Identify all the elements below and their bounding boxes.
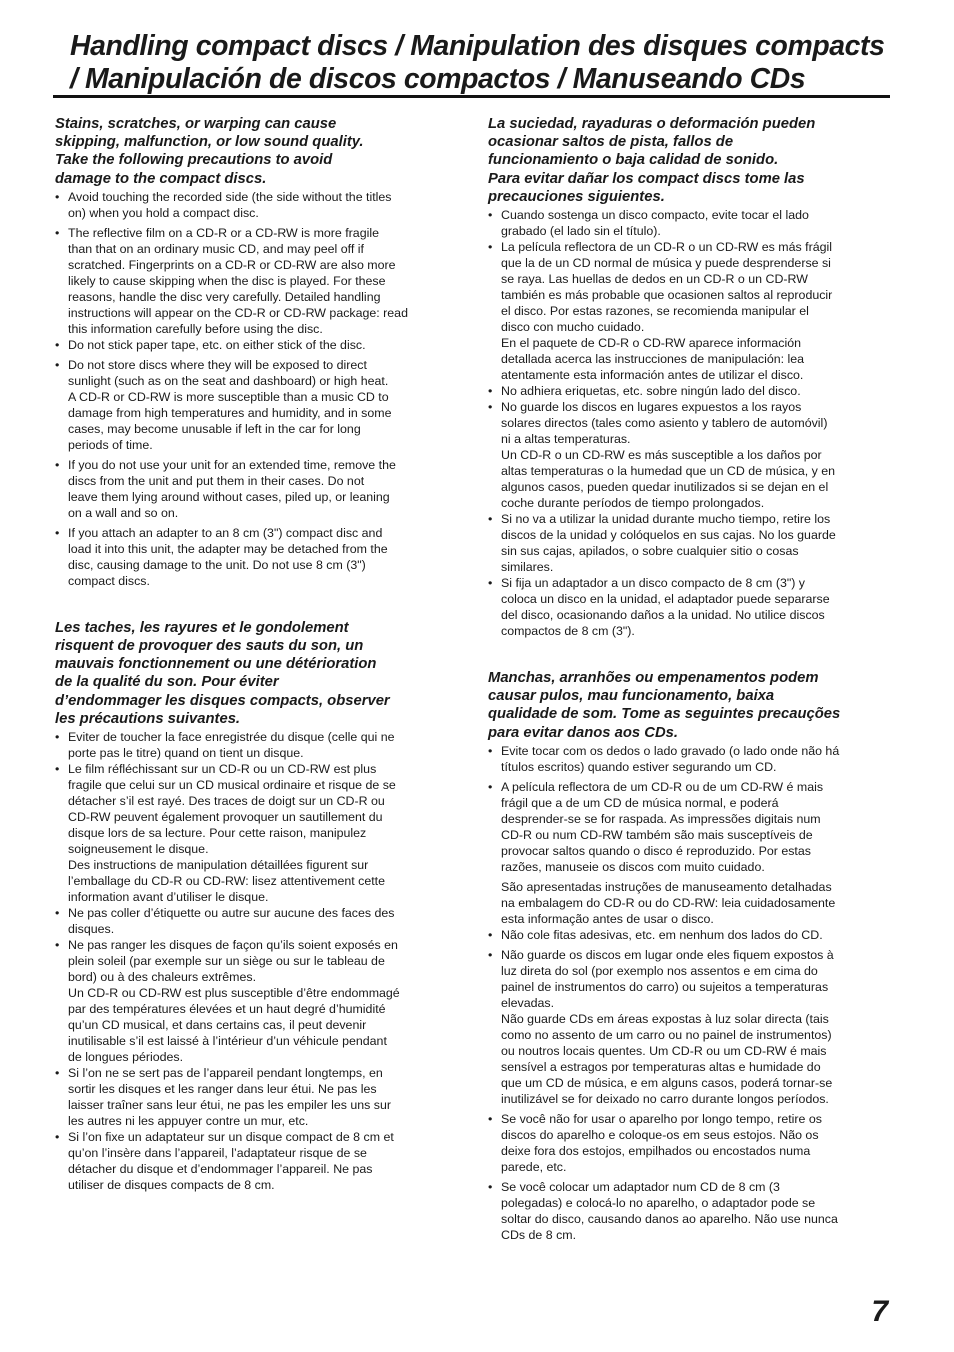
list-item-line: luz direta do sol (por exemplo nos assentos e em cima do xyxy=(501,963,818,978)
section-heading-line: qualidade de som. Tome as seguintes precauções xyxy=(488,706,841,723)
list-item-line: frágil que a de um CD de música normal, e poderá xyxy=(501,795,779,810)
list-item-line: likely to cause skipping when the disc is played. For these xyxy=(68,273,386,288)
section-heading-line: skipping, malfunction, or low sound quality. xyxy=(55,134,364,151)
list-item-line: this information carefully before using the disc. xyxy=(68,321,323,336)
list-item-line: • Si l’on fixe un adaptateur sur un disque compact de 8 cm et xyxy=(68,1130,394,1145)
section-heading-line: d’endommager les disques compacts, observer xyxy=(55,692,390,709)
list-item-line: • Do not store discs where they will be exposed to direct xyxy=(68,357,367,372)
list-item-line: São apresentadas instruções de manuseamento detalhadas xyxy=(501,879,832,894)
list-item-line: CD-R ou num CD-RW também são mais susceptíveis de xyxy=(501,827,813,842)
list-item-line: solares directos (tales como asiento y tablero de automóvil) xyxy=(501,416,828,431)
list-item xyxy=(488,779,888,927)
list-item-line: painel de instrumentos do carro) ou sujeitos a temperaturas xyxy=(501,979,829,994)
list-item-line: • No adhiera eriquetas, etc. sobre ningún lado del disco. xyxy=(501,384,801,399)
list-item-line: que um CD de música, e em alguns casos, poderá tornar-se xyxy=(501,1075,833,1090)
list-item xyxy=(488,1179,888,1243)
list-item-line: • Si fija un adaptador a un disco compacto de 8 cm (3") y xyxy=(501,576,806,591)
list-item-line: disco con mucho cuidado. xyxy=(501,320,645,335)
list-item-line: • Ne pas ranger les disques de façon qu’ils soient exposés en xyxy=(68,938,398,953)
list-item-line: reasons, handle the disc very carefully. Detailed handling xyxy=(68,289,381,304)
section-heading-line: para evitar danos aos CDs. xyxy=(488,724,678,741)
list-item-line: discos de la unidad y colóquelos en sus cajas. No los guarde xyxy=(501,528,836,543)
list-item-line: leave them lying around without cases, piled up, or leaning xyxy=(68,489,390,504)
list-item-line: • Avoid touching the recorded side (the side without the titles xyxy=(68,189,392,204)
list-item-line: similares. xyxy=(501,560,554,575)
list-item-line: porte pas le titre) quand on tient un disque. xyxy=(68,746,304,761)
left-column xyxy=(55,115,455,1223)
list-item-line: • Do not stick paper tape, etc. on either stick of the disc. xyxy=(68,337,366,352)
list-item-line: polegadas) e colocá-lo no aparelho, o adaptador pode se xyxy=(501,1195,816,1210)
list-item-line: CDs de 8 cm. xyxy=(501,1227,577,1242)
list-item-line: grabado (el lado sin el título). xyxy=(501,224,661,239)
section-heading-line: La suciedad, rayaduras o deformación pueden xyxy=(488,116,816,132)
list-item-line: que la de un CD normal de música y puede desprenderse si xyxy=(501,256,831,271)
list-item-line: se raya. Las huellas de dedos en un CD-R o un CD-RW xyxy=(501,272,808,287)
section-spanish xyxy=(488,115,888,639)
list-item-line: bord) ou à des chaleurs extrêmes. xyxy=(68,970,257,985)
list-item xyxy=(55,525,455,589)
list-item-line: periods of time. xyxy=(68,437,153,452)
list-item xyxy=(488,511,888,575)
list-item-line: • Não cole fitas adesivas, etc. em nenhum dos lados do CD. xyxy=(501,927,823,942)
list-item-line: disque lors de sa lecture. Pour cette raison, manipulez xyxy=(68,826,367,841)
list-item-line: esta informação antes de usar o disco. xyxy=(501,911,714,926)
list-item-line: information avant d’utiliser le disque. xyxy=(68,890,269,905)
list-item-line: deixe fora dos estojos, empilhados ou encostados numa xyxy=(501,1143,811,1158)
list-item xyxy=(55,225,455,337)
right-column xyxy=(488,115,888,1273)
section-heading-line: mauvais fonctionnement ou une détérioration xyxy=(55,656,377,673)
list-item xyxy=(488,947,888,1107)
list-item xyxy=(488,743,888,775)
list-item-line: détacher du disque et d’endommager l’appareil. Ne pas xyxy=(68,1162,373,1177)
list-item xyxy=(488,575,888,639)
list-item-line: • Evite tocar com os dedos o lado gravado (o lado onde não há xyxy=(501,743,840,758)
list-item xyxy=(55,1065,455,1129)
list-item-line: ni a altas temperaturas. xyxy=(501,432,631,447)
list-item-line: como no assento de um carro ou no painel de instrumentos) xyxy=(501,1027,832,1042)
list-item xyxy=(55,1129,455,1193)
list-item-line: on a wall and so on. xyxy=(68,505,179,520)
list-item xyxy=(488,399,888,511)
list-item-line: • Se você colocar um adaptador num CD de 8 cm (3 xyxy=(501,1179,780,1194)
section-heading xyxy=(55,115,455,188)
list-item-line: • Si l’on ne se sert pas de l’appareil pendant longtemps, en xyxy=(68,1066,383,1081)
list-item-line: utiliser de disques compacts de 8 cm. xyxy=(68,1178,275,1193)
list-item xyxy=(55,729,455,761)
list-item xyxy=(488,207,888,239)
page-title xyxy=(70,30,910,96)
list-item-line: • Cuando sostenga un disco compacto, evite tocar el lado xyxy=(501,208,809,223)
list-item-line: CD-RW peuvent également provoquer un sautillement du xyxy=(68,810,383,825)
section-heading xyxy=(55,619,455,728)
section-heading-line: funcionamiento o baja calidad de sonido. xyxy=(488,152,779,169)
list-item xyxy=(488,1111,888,1175)
list-item-line: • La película reflectora de un CD-R o un CD-RW es más frágil xyxy=(501,240,833,255)
list-item-line: de longues périodes. xyxy=(68,1050,184,1065)
list-item-line: laisser traîner sans leur étui, ne pas les empiler les uns sur xyxy=(68,1098,391,1113)
list-item-line: provocar saltos quando o disco é reproduzido. Por estas xyxy=(501,843,811,858)
section-heading-line: damage to the compact discs. xyxy=(55,170,267,187)
list-item-line: na embalagem do CD-R ou do CD-RW: leia cuidadosamente xyxy=(501,895,836,910)
list-item-line: • Eviter de toucher la face enregistrée du disque (celle qui ne xyxy=(68,730,395,745)
section-heading-line: causar pulos, mau funcionamento, baixa xyxy=(488,688,775,705)
list-item-line: l’emballage du CD-R ou CD-RW: lisez attentivement cette xyxy=(68,874,386,889)
list-item-line: sunlight (such as on the seat and dashboard) or high heat. xyxy=(68,373,389,388)
list-item-line: scratched. Fingerprints on a CD-R or CD-RW are also more xyxy=(68,257,396,272)
list-item xyxy=(55,337,455,353)
list-item xyxy=(488,383,888,399)
section-heading-line: les précautions suivantes. xyxy=(55,710,241,727)
list-item-line: elevadas. xyxy=(501,995,555,1010)
page-number: 7 xyxy=(871,1295,888,1328)
list-item-line: • The reflective film on a CD-R or a CD-RW is more fragile xyxy=(68,225,379,240)
list-item-line: • If you attach an adapter to an 8 cm (3") compact disc and xyxy=(68,525,383,540)
list-item-line: títulos escritos) quando estiver segurando um CD. xyxy=(501,759,777,774)
section-french xyxy=(55,619,455,1193)
list-item xyxy=(488,239,888,383)
list-item-line: • Se você não for usar o aparelho por longo tempo, retire os xyxy=(501,1111,822,1126)
list-item-line: parede, etc. xyxy=(501,1159,567,1174)
page-title-line-1: Handling compact discs / Manipulation des disques compacts xyxy=(70,30,885,62)
list-item xyxy=(55,457,455,521)
list-item-line: instructions will appear on the CD-R or CD-RW package: read xyxy=(68,305,408,320)
bullet-list xyxy=(488,207,888,639)
list-item-line: • A película reflectora de um CD-R ou de um CD-RW é mais xyxy=(501,779,824,794)
list-item-line: algunos casos, pueden quedar inutilizados si se dejan en el xyxy=(501,480,829,495)
list-item-line: Un CD-R o un CD-RW es más susceptible a los daños por xyxy=(501,448,822,463)
list-item-line: atentamente esta información antes de utilizar el disco. xyxy=(501,368,804,383)
list-item-line: detallada acerca las instrucciones de manipulación: lea xyxy=(501,352,805,367)
section-heading xyxy=(488,115,888,206)
list-item-line: razões, manuseie os discos com muito cuidado. xyxy=(501,859,765,874)
list-item-line: • Ne pas coller d’étiquette ou autre sur aucune des faces des xyxy=(68,906,395,921)
list-item-line: load it into this unit, the adapter may be detached from the xyxy=(68,541,388,556)
list-item-line: • Le film réfléchissant sur un CD-R ou un CD-RW est plus xyxy=(68,762,377,777)
list-item-line: inutilizável se for deixado no carro durante longos períodos. xyxy=(501,1091,829,1106)
bullet-list xyxy=(55,729,455,1193)
list-item-line: damage from high temperatures and humidity, and in some xyxy=(68,405,392,420)
list-item-line: plein soleil (par exemple sur un siège ou sur le tableau de xyxy=(68,954,385,969)
list-item-line: ou noutros locais quentes. Um CD-R ou um CD-RW é mais xyxy=(501,1043,827,1058)
list-item-line: discs from the unit and put them in their cases. Do not xyxy=(68,473,365,488)
list-item-line: par des températures élevées et un haut degré d’humidité xyxy=(68,1002,386,1017)
list-item-line: disc, causing damage to the unit. Do not use 8 cm (3") xyxy=(68,557,366,572)
section-english xyxy=(55,115,455,589)
list-item-line: desprender-se se for raspada. As impressões digitais num xyxy=(501,811,821,826)
section-heading-line: risquent de provoquer des sauts du son, un xyxy=(55,638,364,655)
list-item-line: cases, may become unusable if left in the car for long xyxy=(68,421,361,436)
list-item xyxy=(55,761,455,905)
list-item-line: les autres ni les appuyer contre un mur, etc. xyxy=(68,1114,309,1129)
list-item-line: inutilisable s’il est laissé à l’intérieur d’un véhicule pendant xyxy=(68,1034,387,1049)
section-heading-line: ocasionar saltos de pista, fallos de xyxy=(488,134,734,151)
section-heading-line: de la qualité du son. Pour éviter xyxy=(55,674,279,691)
list-item-line: Un CD-R ou CD-RW est plus susceptible d’être endommagé xyxy=(68,986,400,1001)
list-item-line: • No guarde los discos en lugares expuestos a los rayos xyxy=(501,400,802,415)
list-item xyxy=(55,189,455,221)
list-item-line: coloca un disco en la unidad, el adaptador puede separarse xyxy=(501,592,830,607)
list-item-line: también es más probable que ocasionen saltos al reproducir xyxy=(501,288,833,303)
list-item-line: • If you do not use your unit for an extended time, remove the xyxy=(68,457,396,472)
list-item xyxy=(55,357,455,453)
section-portuguese xyxy=(488,669,888,1243)
section-heading-line: precauciones siguientes. xyxy=(488,188,665,205)
list-item-line: coche durante períodos de tiempo prolongados. xyxy=(501,496,765,511)
list-item-line: discos do aparelho e coloque-os em seus estojos. Não os xyxy=(501,1127,819,1142)
list-item-line: détacher s’il est rayé. Des traces de doigt sur un CD-R ou xyxy=(68,794,385,809)
list-item-line: than that on an ordinary music CD, and may peel off if xyxy=(68,241,364,256)
section-heading-line: Take the following precautions to avoid xyxy=(55,152,333,169)
section-heading-line: Stains, scratches, or warping can cause xyxy=(55,116,337,132)
list-item-line: soltar do disco, causando danos ao aparelho. Não use nunca xyxy=(501,1211,838,1226)
list-item-line: el disco. Por estas razones, se recomienda manipular el xyxy=(501,304,809,319)
list-item-line: compactos de 8 cm (3"). xyxy=(501,624,635,639)
title-underline-rule xyxy=(53,95,890,98)
section-heading-line: Manchas, arranhões ou empenamentos podem xyxy=(488,670,819,687)
list-item xyxy=(55,937,455,1065)
list-item-line: altas temperaturas o la humedad que un CD de música, y en xyxy=(501,464,836,479)
list-item-line: sin sus cajas, apilados, o sobre cualquier sitio o cosas xyxy=(501,544,799,559)
list-item-line: A CD-R or CD-RW is more susceptible than a music CD to xyxy=(68,389,389,404)
bullet-list xyxy=(55,189,455,589)
section-heading xyxy=(488,669,888,742)
section-heading-line: Para evitar dañar los compact discs tome las xyxy=(488,170,805,187)
list-item xyxy=(488,927,888,943)
list-item-line: soigneusement le disque. xyxy=(68,842,209,857)
list-item-line: Des instructions de manipulation détaillées figurent sur xyxy=(68,858,369,873)
list-item-line: Não guarde CDs em áreas expostas à luz solar directa (tais xyxy=(501,1011,829,1026)
list-item-line: • Não guarde os discos em lugar onde eles fiquem expostos à xyxy=(501,947,834,962)
list-item-line: qu’un CD musical, et dans certains cas, il peut devenir xyxy=(68,1018,367,1033)
list-item-line: on) when you hold a compact disc. xyxy=(68,205,259,220)
list-item xyxy=(55,905,455,937)
list-item-line: En el paquete de CD-R o CD-RW aparece información xyxy=(501,336,802,351)
list-item-line: compact discs. xyxy=(68,573,150,588)
list-item-line: sortir les disques et les ranger dans leur étui. Ne pas les xyxy=(68,1082,377,1097)
list-item-line: qu’on l’insère dans l’appareil, l’adaptateur risque de se xyxy=(68,1146,367,1161)
section-heading-line: Les taches, les rayures et le gondolement xyxy=(55,619,349,636)
list-item-line: disques. xyxy=(68,922,115,937)
bullet-list xyxy=(488,743,888,1243)
list-item-line: del disco, ocasionando daños a la unidad. No utilice discos xyxy=(501,608,825,623)
page-title-line-2: / Manipulación de discos compactos / Manuseando CDs xyxy=(70,63,806,95)
list-item-line: • Si no va a utilizar la unidad durante mucho tiempo, retire los xyxy=(501,512,831,527)
list-item-line: sensível a estragos por temperaturas altas e humidade do xyxy=(501,1059,821,1074)
list-item-line: fragile que celui sur un CD musical ordinaire et risque de se xyxy=(68,778,396,793)
